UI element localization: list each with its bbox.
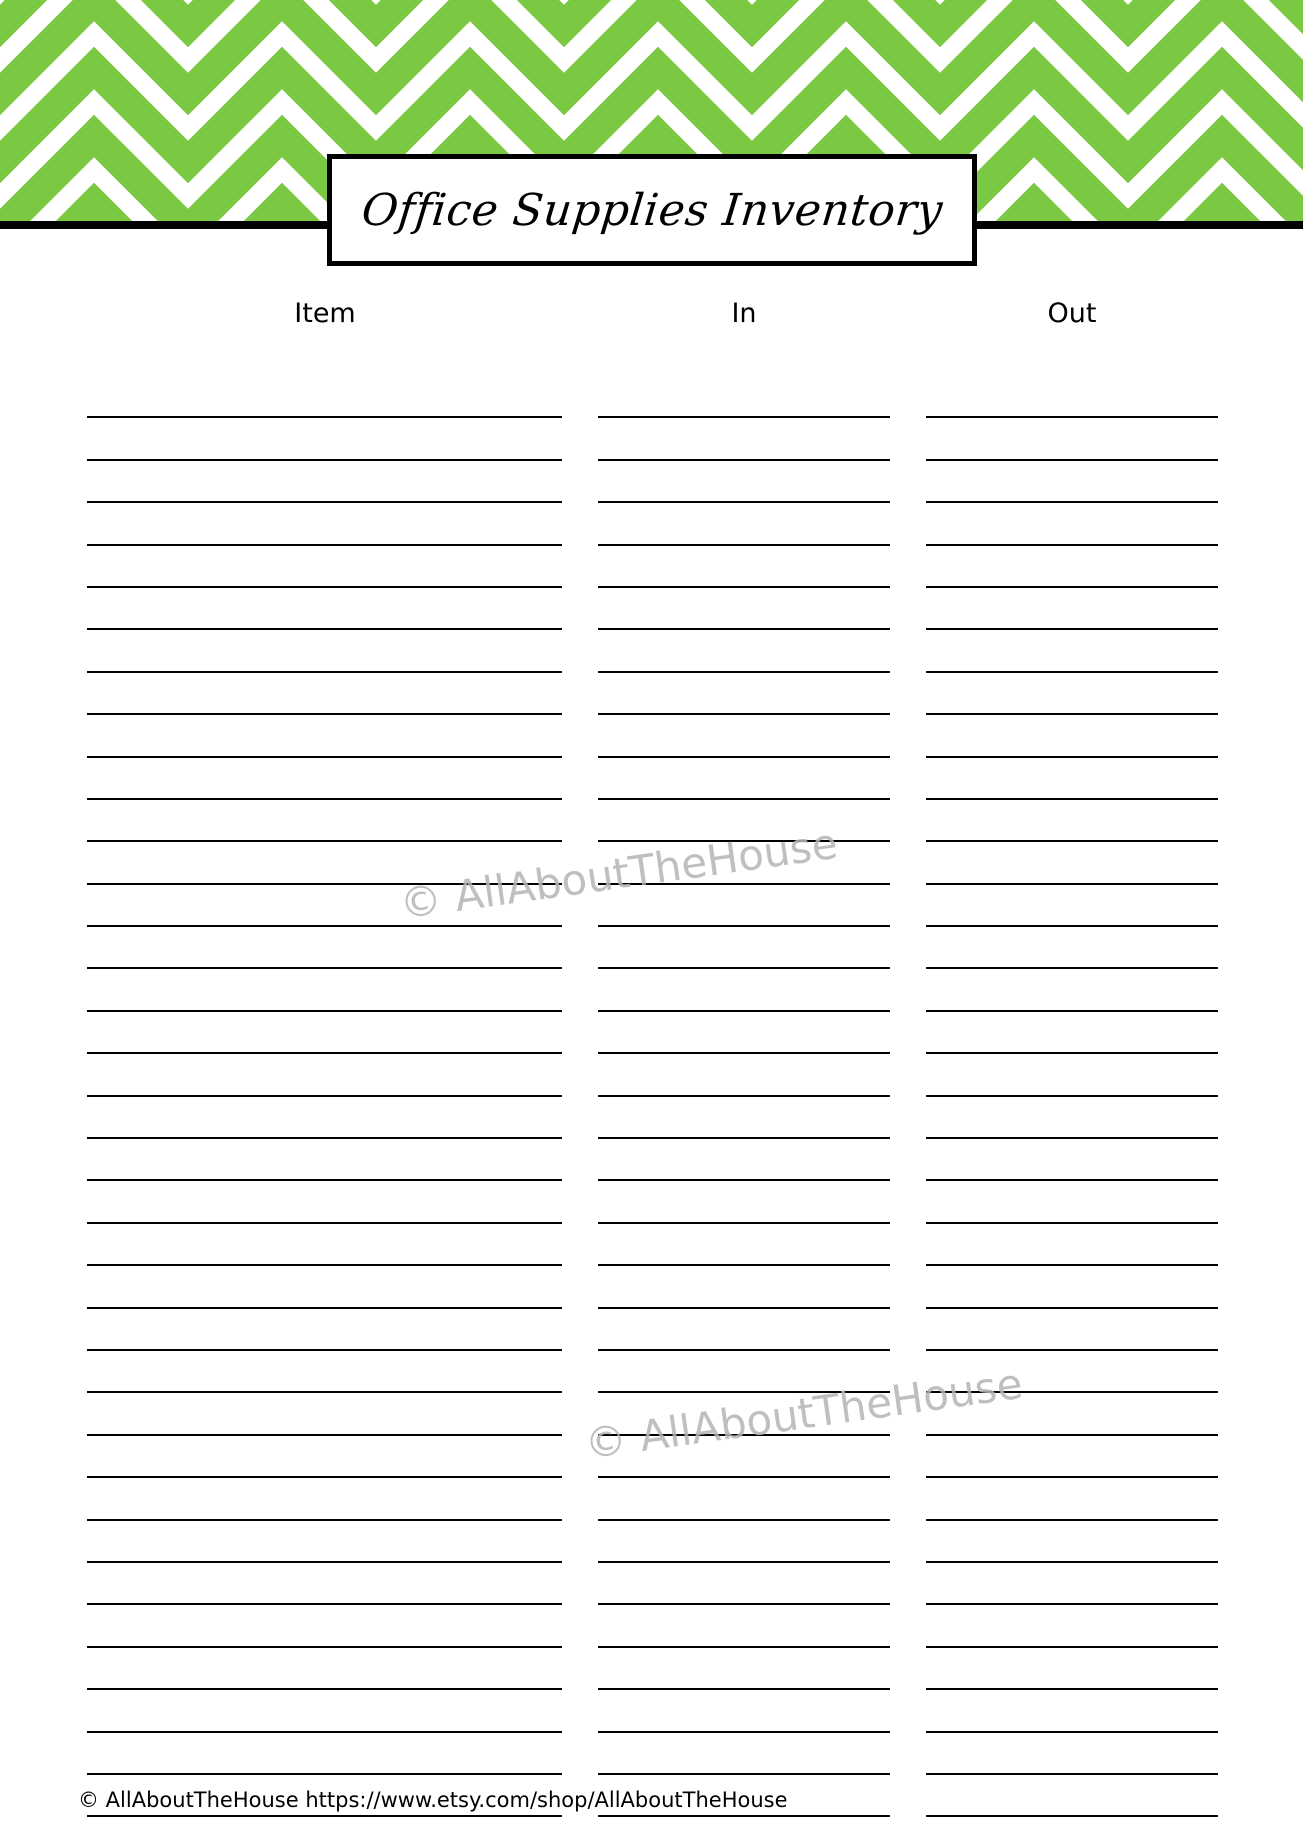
blank-entry-line	[598, 503, 890, 545]
blank-entry-line	[926, 1690, 1218, 1732]
blank-entry-line	[87, 376, 562, 418]
blank-entry-line	[87, 758, 562, 800]
blank-entry-line	[598, 630, 890, 672]
blank-entry-line	[598, 1181, 890, 1223]
blank-entry-line	[598, 927, 890, 969]
page-title: Office Supplies Inventory	[359, 184, 945, 236]
watermark-text: © AllAboutTheHouse	[396, 818, 841, 929]
blank-entry-line	[598, 1690, 890, 1732]
blank-entry-line	[598, 1097, 890, 1139]
item-column-lines	[87, 376, 562, 1817]
blank-entry-line	[87, 1605, 562, 1647]
blank-entry-line	[598, 1224, 890, 1266]
blank-entry-line	[926, 418, 1218, 460]
blank-entry-line	[926, 800, 1218, 842]
blank-entry-line	[87, 715, 562, 757]
blank-entry-line	[926, 1097, 1218, 1139]
blank-entry-line	[87, 673, 562, 715]
blank-entry-line	[87, 1563, 562, 1605]
watermark-text: © AllAboutTheHouse	[581, 1358, 1026, 1469]
blank-entry-line	[87, 1309, 562, 1351]
out-column-lines	[926, 376, 1218, 1817]
blank-entry-line	[926, 376, 1218, 418]
blank-entry-line	[926, 588, 1218, 630]
blank-entry-line	[926, 885, 1218, 927]
column-header-item: Item	[294, 298, 356, 329]
blank-entry-line	[87, 1097, 562, 1139]
blank-entry-line	[926, 503, 1218, 545]
blank-entry-line	[926, 1733, 1218, 1775]
blank-entry-line	[598, 715, 890, 757]
blank-entry-line	[87, 969, 562, 1011]
blank-entry-line	[926, 1012, 1218, 1054]
blank-entry-line	[926, 1054, 1218, 1096]
blank-entry-line	[926, 673, 1218, 715]
blank-entry-line	[926, 1139, 1218, 1181]
blank-entry-line	[926, 1224, 1218, 1266]
blank-entry-line	[926, 1775, 1218, 1817]
blank-entry-line	[598, 461, 890, 503]
blank-entry-line	[926, 969, 1218, 1011]
blank-entry-line	[87, 588, 562, 630]
blank-entry-line	[87, 1054, 562, 1096]
blank-entry-line	[926, 1266, 1218, 1308]
blank-entry-line	[87, 1648, 562, 1690]
column-header-out: Out	[1047, 298, 1097, 329]
blank-entry-line	[598, 418, 890, 460]
blank-entry-line	[598, 1521, 890, 1563]
blank-entry-line	[598, 969, 890, 1011]
blank-entry-line	[598, 1266, 890, 1308]
blank-entry-line	[87, 503, 562, 545]
blank-entry-line	[87, 1266, 562, 1308]
blank-entry-line	[598, 588, 890, 630]
blank-entry-line	[598, 1733, 890, 1775]
blank-entry-line	[926, 1436, 1218, 1478]
title-box	[327, 154, 977, 266]
blank-entry-line	[87, 1478, 562, 1520]
blank-entry-line	[598, 1309, 890, 1351]
blank-entry-line	[87, 461, 562, 503]
blank-entry-line	[87, 1181, 562, 1223]
blank-entry-line	[87, 1012, 562, 1054]
blank-entry-line	[598, 758, 890, 800]
column-header-in: In	[731, 298, 757, 329]
blank-entry-line	[87, 1224, 562, 1266]
blank-entry-line	[926, 461, 1218, 503]
blank-entry-line	[598, 1648, 890, 1690]
blank-entry-line	[87, 630, 562, 672]
blank-entry-line	[926, 1181, 1218, 1223]
blank-entry-line	[926, 842, 1218, 884]
blank-entry-line	[598, 546, 890, 588]
blank-entry-line	[87, 1690, 562, 1732]
blank-entry-line	[598, 1012, 890, 1054]
blank-entry-line	[87, 1139, 562, 1181]
blank-entry-line	[87, 800, 562, 842]
blank-entry-line	[598, 673, 890, 715]
blank-entry-line	[926, 1309, 1218, 1351]
blank-entry-line	[926, 630, 1218, 672]
blank-entry-line	[87, 1436, 562, 1478]
blank-entry-line	[87, 418, 562, 460]
blank-entry-line	[598, 1563, 890, 1605]
blank-entry-line	[926, 1563, 1218, 1605]
blank-entry-line	[598, 1139, 890, 1181]
blank-entry-line	[87, 1351, 562, 1393]
blank-entry-line	[926, 1478, 1218, 1520]
in-column-lines	[598, 376, 890, 1817]
blank-entry-line	[87, 927, 562, 969]
blank-entry-line	[926, 758, 1218, 800]
blank-entry-line	[598, 1478, 890, 1520]
blank-entry-line	[87, 1393, 562, 1435]
blank-entry-line	[926, 715, 1218, 757]
blank-entry-line	[87, 546, 562, 588]
blank-entry-line	[926, 927, 1218, 969]
blank-entry-line	[598, 1054, 890, 1096]
blank-entry-line	[926, 546, 1218, 588]
blank-entry-line	[926, 1605, 1218, 1647]
blank-entry-line	[598, 376, 890, 418]
blank-entry-line	[598, 1605, 890, 1647]
blank-entry-line	[87, 1733, 562, 1775]
blank-entry-line	[926, 1521, 1218, 1563]
blank-entry-line	[926, 1648, 1218, 1690]
footer-credit: © AllAboutTheHouse https://www.etsy.com/shop/AllAboutTheHouse	[78, 1788, 788, 1812]
blank-entry-line	[87, 1521, 562, 1563]
